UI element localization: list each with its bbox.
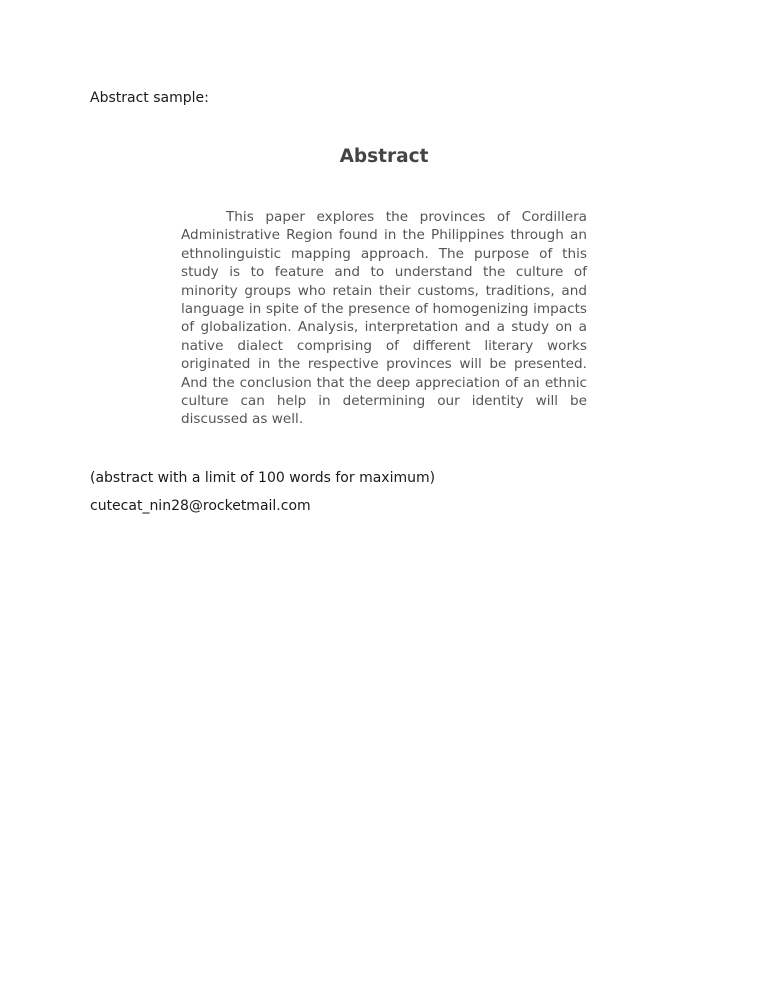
abstract-body: This paper explores the provinces of Cordillera Administrative Region found in the Philippines through an ethnolinguistic mapping approach. The purpose of this study is to feature and to understand the culture of minority groups who retain their customs, traditions, and language in spite of the presence of homogenizing impacts of globalization. Analysis, interpretation and a study on a native dialect comprising of different literary works originated in the respective provinces will be presented. And the conclusion that the deep appreciation of an ethnic culture can help in determining our identity will be discussed as well. [181,209,587,428]
abstract-title: Abstract [339,146,429,167]
contact-email: cutecat_nin28@rocketmail.com [90,498,311,514]
intro-label: Abstract sample: [90,90,209,106]
word-limit-note: (abstract with a limit of 100 words for maximum) [90,470,436,486]
